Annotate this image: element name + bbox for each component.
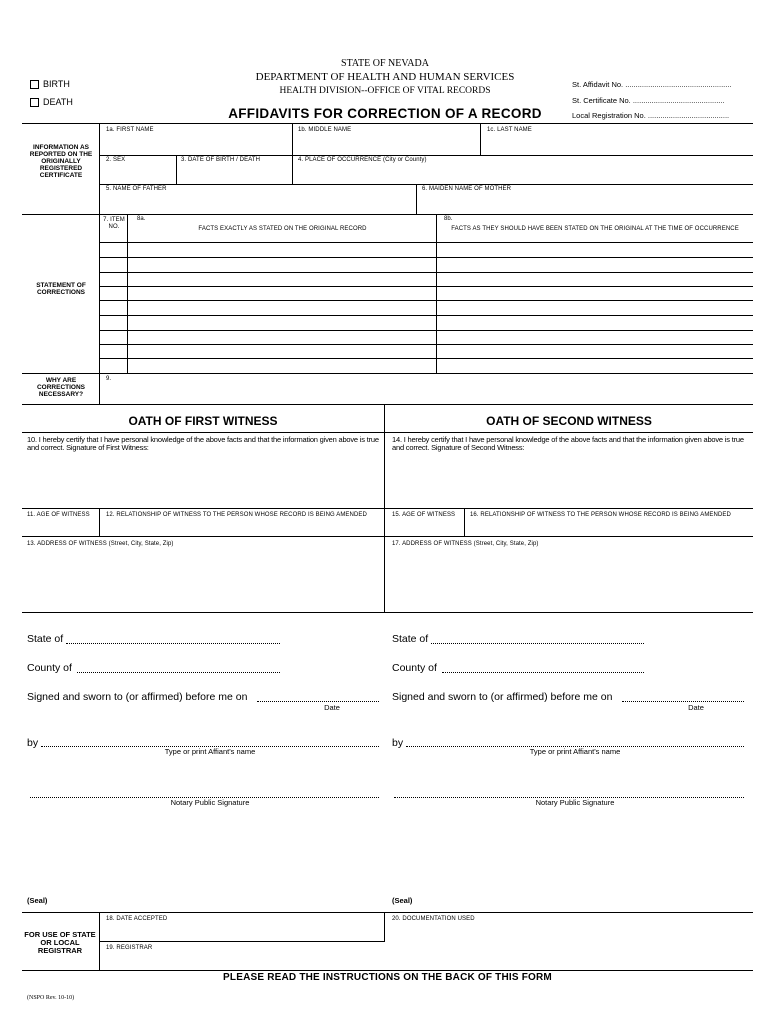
place-field[interactable]: 4. PLACE OF OCCURRENCE (City or County) <box>298 157 427 163</box>
oath1-age-field[interactable]: 11. AGE OF WITNESS <box>27 512 90 518</box>
notary1-seal: (Seal) <box>27 896 48 905</box>
registrar-label: FOR USE OF STATE OR LOCAL REGISTRAR <box>24 930 96 955</box>
correction-row[interactable] <box>99 300 753 301</box>
division-title: HEALTH DIVISION--OFFICE OF VITAL RECORDS <box>279 86 491 96</box>
notary2-date-caption: Date <box>688 703 704 712</box>
notary2-county-label: County of <box>392 662 437 674</box>
father-field[interactable]: 5. NAME OF FATHER <box>106 186 167 192</box>
documentation-field[interactable]: 20. DOCUMENTATION USED <box>392 916 475 922</box>
notary2-signed-label: Signed and sworn to (or affirmed) before me on <box>392 691 613 703</box>
st-affidavit-field[interactable]: St. Affidavit No. ................................................... <box>572 80 732 89</box>
notary2-county-field[interactable] <box>442 672 644 673</box>
last-name-field[interactable]: 1c. LAST NAME <box>487 127 532 133</box>
correction-row[interactable] <box>99 257 753 258</box>
oath1-title: OATH OF FIRST WITNESS <box>128 414 278 428</box>
oath2-title: OATH OF SECOND WITNESS <box>486 414 652 428</box>
info-section-label: INFORMATION AS REPORTED ON THE ORIGINALLY REGISTERED CERTIFICATE <box>29 144 93 179</box>
notary2-date-field[interactable] <box>622 701 744 702</box>
registrar-field[interactable]: 19. REGISTRAR <box>106 945 153 951</box>
mother-field[interactable]: 6. MAIDEN NAME OF MOTHER <box>422 186 512 192</box>
birth-label: BIRTH <box>43 79 70 89</box>
notary1-signed-label: Signed and sworn to (or affirmed) before me on <box>27 691 248 703</box>
col-8b-header: FACTS AS THEY SHOULD HAVE BEEN STATED ON THE ORIGINAL AT THE TIME OF OCCURRENCE <box>451 226 739 232</box>
why-label: WHY ARE CORRECTIONS NECESSARY? <box>36 377 86 398</box>
birth-checkbox[interactable] <box>30 80 39 89</box>
notary2-state-field[interactable] <box>431 643 644 644</box>
notary1-state-label: State of <box>27 633 64 645</box>
notary2-seal: (Seal) <box>392 896 413 905</box>
dob-field[interactable]: 3. DATE OF BIRTH / DEATH <box>181 157 261 163</box>
notary1-state-field[interactable] <box>66 643 280 644</box>
notary2-state-label: State of <box>392 633 429 645</box>
correction-row[interactable] <box>99 272 753 273</box>
correction-row[interactable] <box>99 358 753 359</box>
notary1-county-field[interactable] <box>77 672 280 673</box>
sex-field[interactable]: 2. SEX <box>106 157 126 163</box>
middle-name-field[interactable]: 1b. MIDDLE NAME <box>298 127 352 133</box>
item-no-header: 7. ITEM NO. <box>103 217 125 230</box>
department-title: DEPARTMENT OF HEALTH AND HUMAN SERVICES <box>255 71 515 83</box>
correction-row[interactable] <box>99 315 753 316</box>
oath1-relationship-field[interactable]: 12. RELATIONSHIP OF WITNESS TO THE PERSON WHOSE RECORD IS BEING AMENDED <box>106 512 367 518</box>
first-name-field[interactable]: 1a. FIRST NAME <box>106 127 154 133</box>
notary1-affiant-caption: Type or print Affiant's name <box>164 747 256 756</box>
notary1-date-caption: Date <box>324 703 340 712</box>
notary1-county-label: County of <box>27 662 72 674</box>
notary2-affiant-caption: Type or print Affiant's name <box>529 747 621 756</box>
oath2-relationship-field[interactable]: 16. RELATIONSHIP OF WITNESS TO THE PERSON WHOSE RECORD IS BEING AMENDED <box>470 512 731 518</box>
notary1-by-label: by <box>27 737 39 749</box>
col-8a-num: 8a. <box>137 216 146 222</box>
why-field[interactable]: 9. <box>106 376 112 382</box>
death-label: DEATH <box>43 97 73 107</box>
oath1-address-field[interactable]: 13. ADDRESS OF WITNESS (Street, City, State, Zip) <box>27 541 174 547</box>
st-certificate-field[interactable]: St. Certificate No. ............................................ <box>572 96 725 105</box>
oath2-age-field[interactable]: 15. AGE OF WITNESS <box>392 512 456 518</box>
instructions-notice: PLEASE READ THE INSTRUCTIONS ON THE BACK OF THIS FORM <box>223 972 552 983</box>
form-number: (NSPO Rev. 10-10) <box>27 995 75 1001</box>
oath1-certify[interactable]: 10. I hereby certify that I have personal knowledge of the above facts and that the information given above is true and correct. Signature of First Witness: <box>27 435 379 452</box>
corrections-label: STATEMENT OF CORRECTIONS <box>36 282 86 296</box>
notary1-signature-caption: Notary Public Signature <box>170 798 250 807</box>
col-8b-num: 8b. <box>444 216 453 222</box>
notary2-by-label: by <box>392 737 404 749</box>
correction-row[interactable] <box>99 286 753 287</box>
date-accepted-field[interactable]: 18. DATE ACCEPTED <box>106 916 168 922</box>
oath2-certify[interactable]: 14. I hereby certify that I have personal knowledge of the above facts and that the information given above is true and correct. Signature of Second Witness: <box>392 435 744 452</box>
col-8a-header: FACTS EXACTLY AS STATED ON THE ORIGINAL RECORD <box>198 226 367 232</box>
notary1-date-field[interactable] <box>257 701 379 702</box>
correction-row[interactable] <box>99 344 753 345</box>
oath2-address-field[interactable]: 17. ADDRESS OF WITNESS (Street, City, State, Zip) <box>392 541 539 547</box>
correction-row[interactable] <box>99 330 753 331</box>
death-checkbox[interactable] <box>30 98 39 107</box>
form-title: AFFIDAVITS FOR CORRECTION OF A RECORD <box>228 106 542 121</box>
local-registration-field[interactable]: Local Registration No. ....................................... <box>572 111 730 120</box>
state-title: STATE OF NEVADA <box>341 58 429 69</box>
notary2-signature-caption: Notary Public Signature <box>535 798 615 807</box>
